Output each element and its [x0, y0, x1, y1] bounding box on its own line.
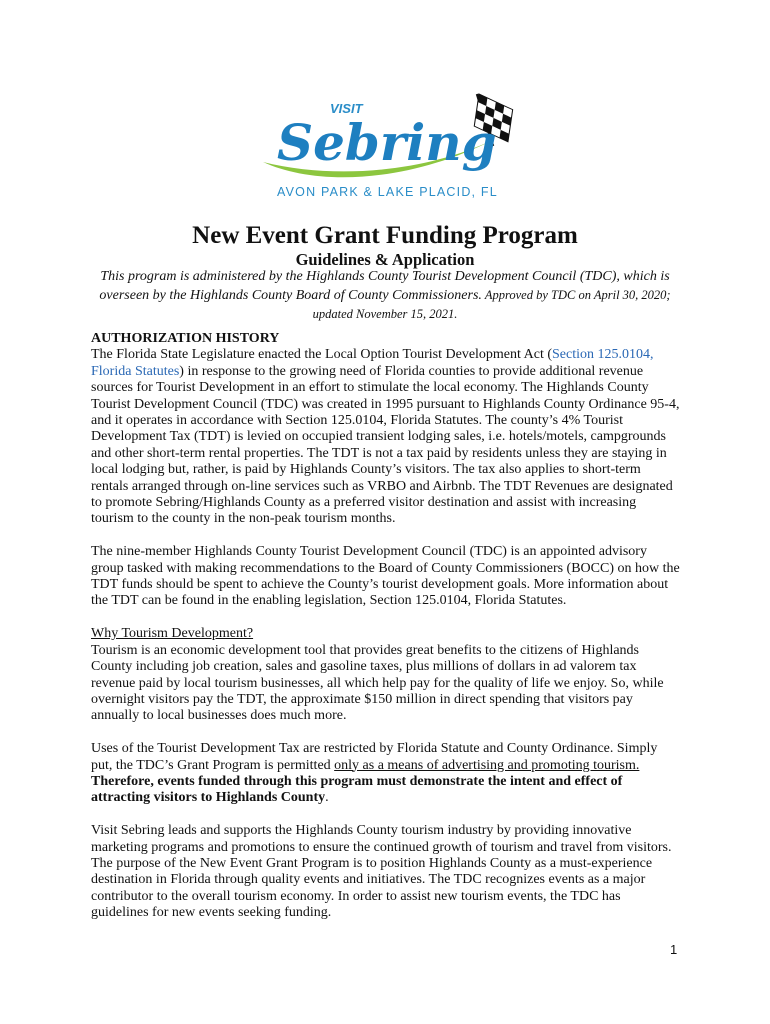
logo-visit-text: VISIT [330, 101, 363, 116]
p4-bold-text: Therefore, events funded through this program must demonstrate the intent and effect of attracting visitors to Highlands County [91, 773, 623, 806]
p4-underlined-text: only as a means of advertising and promoting tourism. [334, 757, 640, 773]
logo-tagline: AVON PARK & LAKE PLACID, FL [277, 185, 498, 199]
p1-text-b: ) in response to the growing need of Florida counties to provide additional revenue sources for Tourist Development in an effort to stimulate the local economy. The Highlands County Tourist Development Council (TDC) was created in 1995 pursuant to Highlands County Ordinance 95-4, and it operates in accordance with Section 125.0104, Florida Statutes. The county’s 4% Tourist Development Tax (TDT) is levied on occupied transient lodging sales, i.e. hotels/motels, campgrounds and other short-term rental properties. The TDT is not a tax paid by residents unless they are staying in local lodging but, rather, is paid by Highlands County’s visitors. The tax also applies to short-term rentals arranged through on-line services such as VRBO and Airbnb. The TDT Revenues are designated to promote Sebring/Highlands County as a preferred visitor destination and assist with increasing tourism to the county in the non-peak tourism months. [91, 363, 680, 527]
logo-graphic [255, 88, 515, 203]
p1-text-a: The Florida State Legislature enacted the Local Option Tourist Development Act ( [91, 347, 553, 363]
page-subtitle: Guidelines & Application [295, 250, 475, 269]
paragraph-legislation [91, 347, 681, 527]
intro-approval-text: Approved by TDC on April 30, 2020; updated November 15, 2021. [312, 288, 671, 321]
p4-text-a: Uses of the Tourist Development Tax are restricted by Florida Statute and County Ordinance. Simply put, the TDC’s Grant Program is permitted [91, 741, 658, 773]
florida-statutes-link[interactable]: Section 125.0104, Florida Statutes [91, 347, 654, 379]
paragraph-tdc-council: The nine-member Highlands County Tourist Development Council (TDC) is an appointed advisory group tasked with making recommendations to the Board of County Commissioners (BOCC) on how the TDT funds should be spent to achieve the County’s tourist development goals. More information about the TDT can be found in the enabling legislation, Section 125.0104, Florida Statutes. [91, 544, 680, 609]
page-title: New Event Grant Funding Program [192, 222, 578, 249]
intro-statement [90, 268, 680, 324]
authorization-history-heading: AUTHORIZATION HISTORY [91, 331, 280, 346]
paragraph-tax-restrictions [91, 741, 681, 807]
visit-sebring-logo [255, 88, 515, 203]
paragraph-visit-sebring: Visit Sebring leads and supports the Highlands County tourism industry by providing innovative marketing programs and promotions to ensure the continued growth of tourism and travel from visitors. The purpose of the New Event Grant Program is to position Highlands County as a must-experience destination in Florida through quality events and initiatives. The TDC recognizes events as a major contributor to the overall tourism economy. In order to assist new tourism events, the TDC has guidelines for new events seeking funding. [91, 823, 672, 921]
page-number: 1 [670, 942, 678, 957]
intro-main-text: This program is administered by the Highlands County Tourist Development Council (TDC), which is overseen by the Highlands County Board of County Commissioners. [99, 269, 670, 303]
document-body [91, 331, 681, 938]
why-tourism-heading: Why Tourism Development? [91, 626, 254, 642]
paragraph-tourism-benefits: Tourism is an economic development tool that provides great benefits to the citizens of Highlands County including job creation, sales and gasoline taxes, plus millions of dollars in ad valorem tax revenue paid by local tourism businesses, all which help pay for the quality of life we enjoy. So, while overnight visitors pay the TDT, the approximate $150 million in direct spending that visitors pay annually to local businesses does much more. [91, 642, 664, 724]
logo-brand-name: Sebring [277, 113, 497, 172]
p4-end: . [325, 790, 329, 806]
